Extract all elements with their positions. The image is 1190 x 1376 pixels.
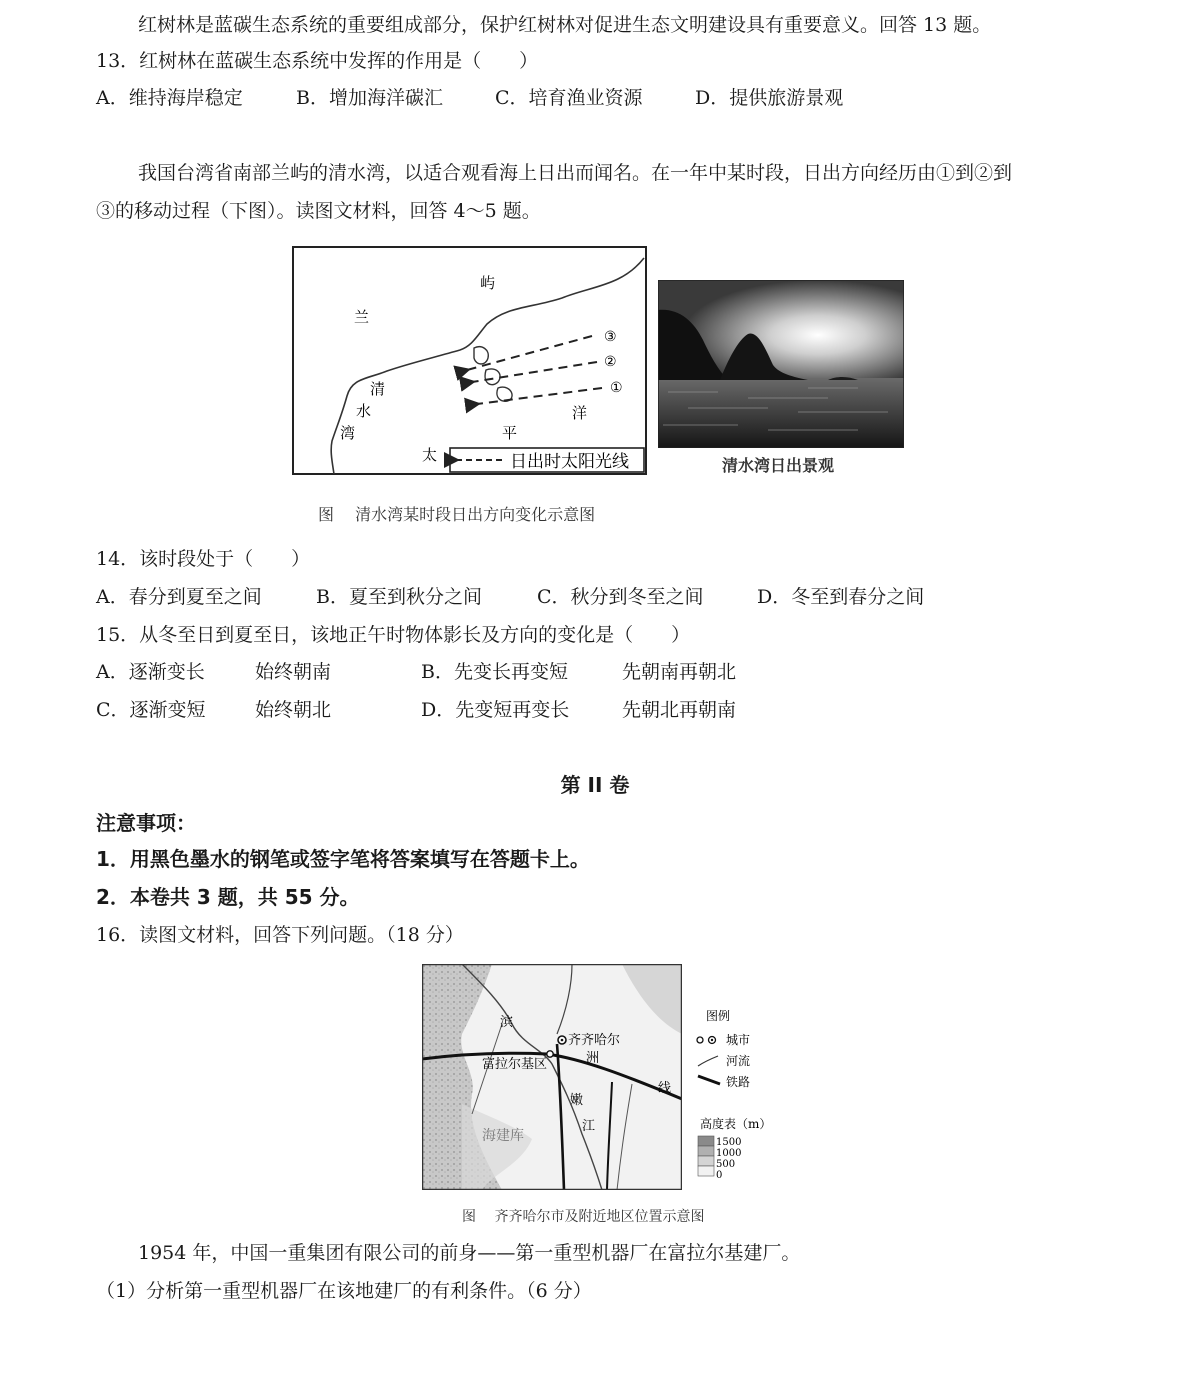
legend-city: 城市: [726, 1033, 751, 1047]
q16-material: 1954 年，中国一重集团有限公司的前身——第一重型机器厂在富拉尔基建厂。: [138, 1242, 801, 1264]
q13-stem: 13．红树林在蓝碳生态系统中发挥的作用是（ ）: [96, 50, 539, 72]
q13-option-b: B．增加海洋碳汇: [296, 87, 443, 109]
legend-ray-label: 日出时太阳光线: [510, 452, 629, 472]
legend-elev-title: 高度表（m）: [700, 1117, 772, 1131]
legend-elev-0: 0: [716, 1170, 723, 1181]
label-fulaerji: 富拉尔基区: [482, 1057, 548, 1072]
legend-elev-500: 500: [716, 1159, 736, 1170]
marker-1: ①: [610, 380, 623, 396]
legend-city-symbol: [697, 1037, 703, 1043]
q13-option-d: D．提供旅游景观: [695, 87, 844, 109]
legend-elev-1000: 1000: [716, 1148, 742, 1159]
city-fulaerji: [547, 1051, 553, 1057]
intro-q13: 红树林是蓝碳生态系统的重要组成部分，保护红树林对促进生态文明建设具有重要意义。回答 13 题。: [138, 14, 992, 36]
q14-option-d: D．冬至到春分之间: [757, 586, 925, 608]
q15-stem: 15．从冬至日到夏至日，该地正午时物体影长及方向的变化是（ ）: [96, 624, 691, 646]
q15-option-b: B．先变长再变短: [421, 661, 568, 683]
label-lan: 兰: [354, 308, 370, 326]
q15-option-c-direction: 始终朝北: [255, 699, 332, 721]
label-qing: 清: [370, 380, 386, 398]
q13-option-a: A．维持海岸稳定: [96, 87, 243, 109]
figure2-caption: 图 齐齐哈尔市及附近地区位置示意图: [462, 1209, 705, 1225]
sunrise-photo: [658, 280, 904, 448]
notice-2: 2．本卷共 3 题，共 55 分。: [96, 885, 360, 909]
q15-option-b-direction: 先朝南再朝北: [622, 661, 737, 683]
label-bin: 滨: [500, 1015, 514, 1030]
q15-option-a: A．逐渐变长: [96, 661, 205, 683]
marker-3: ③: [604, 329, 617, 345]
q13-option-c: C．培育渔业资源: [495, 87, 643, 109]
qiqihar-map: [422, 964, 682, 1190]
legend-elev-1500: 1500: [716, 1137, 742, 1148]
notice-1: 1．用黑色墨水的钢笔或签字笔将答案填写在答题卡上。: [96, 847, 590, 871]
label-shui: 水: [356, 402, 372, 420]
label-ping: 平: [502, 424, 518, 442]
qiqihar-map-legend: [690, 1002, 790, 1192]
intro-q14-line2: ③的移动过程（下图）。读图文材料，回答 4～5 题。: [96, 200, 541, 222]
notice-title: 注意事项：: [96, 811, 196, 835]
q14-option-c: C．秋分到冬至之间: [537, 586, 704, 608]
qingshui-bay-map: [292, 246, 648, 476]
label-haijian: 海建库: [482, 1128, 524, 1144]
q15-option-a-direction: 始终朝南: [255, 661, 332, 683]
label-jiang: 江: [582, 1119, 596, 1134]
figure1-caption: 图 清水湾某时段日出方向变化示意图: [318, 505, 596, 524]
label-yu: 屿: [480, 274, 496, 292]
label-qiqihaer: 齐齐哈尔: [568, 1033, 621, 1048]
q14-option-a: A．春分到夏至之间: [96, 586, 262, 608]
label-yang: 洋: [572, 404, 588, 422]
legend-railway: 铁路: [726, 1075, 751, 1089]
label-tai: 太: [422, 446, 438, 464]
legend-river: 河流: [726, 1054, 751, 1068]
label-zhou: 洲: [586, 1051, 600, 1066]
label-nen: 嫩: [570, 1093, 584, 1108]
label-xian: 线: [658, 1081, 672, 1096]
q15-option-d-direction: 先朝北再朝南: [622, 699, 737, 721]
label-wan: 湾: [340, 424, 356, 442]
q15-option-c: C．逐渐变短: [96, 699, 206, 721]
legend-river-symbol: [698, 1056, 718, 1066]
q14-option-b: B．夏至到秋分之间: [316, 586, 482, 608]
section-title: 第 II 卷: [560, 773, 630, 797]
q14-stem: 14．该时段处于（ ）: [96, 548, 311, 570]
q16-stem: 16．读图文材料，回答下列问题。（18 分）: [96, 924, 464, 946]
intro-q14-line1: 我国台湾省南部兰屿的清水湾，以适合观看海上日出而闻名。在一年中某时段，日出方向经历由①到②到: [138, 162, 1013, 184]
photo-caption: 清水湾日出景观: [722, 456, 835, 475]
marker-2: ②: [604, 354, 617, 370]
legend-title: 图例: [706, 1009, 731, 1023]
q16-sub1: （1）分析第一重型机器厂在该地建厂的有利条件。（6 分）: [96, 1280, 592, 1302]
legend-railway-symbol: [698, 1076, 720, 1084]
q15-option-d: D．先变短再变长: [421, 699, 570, 721]
